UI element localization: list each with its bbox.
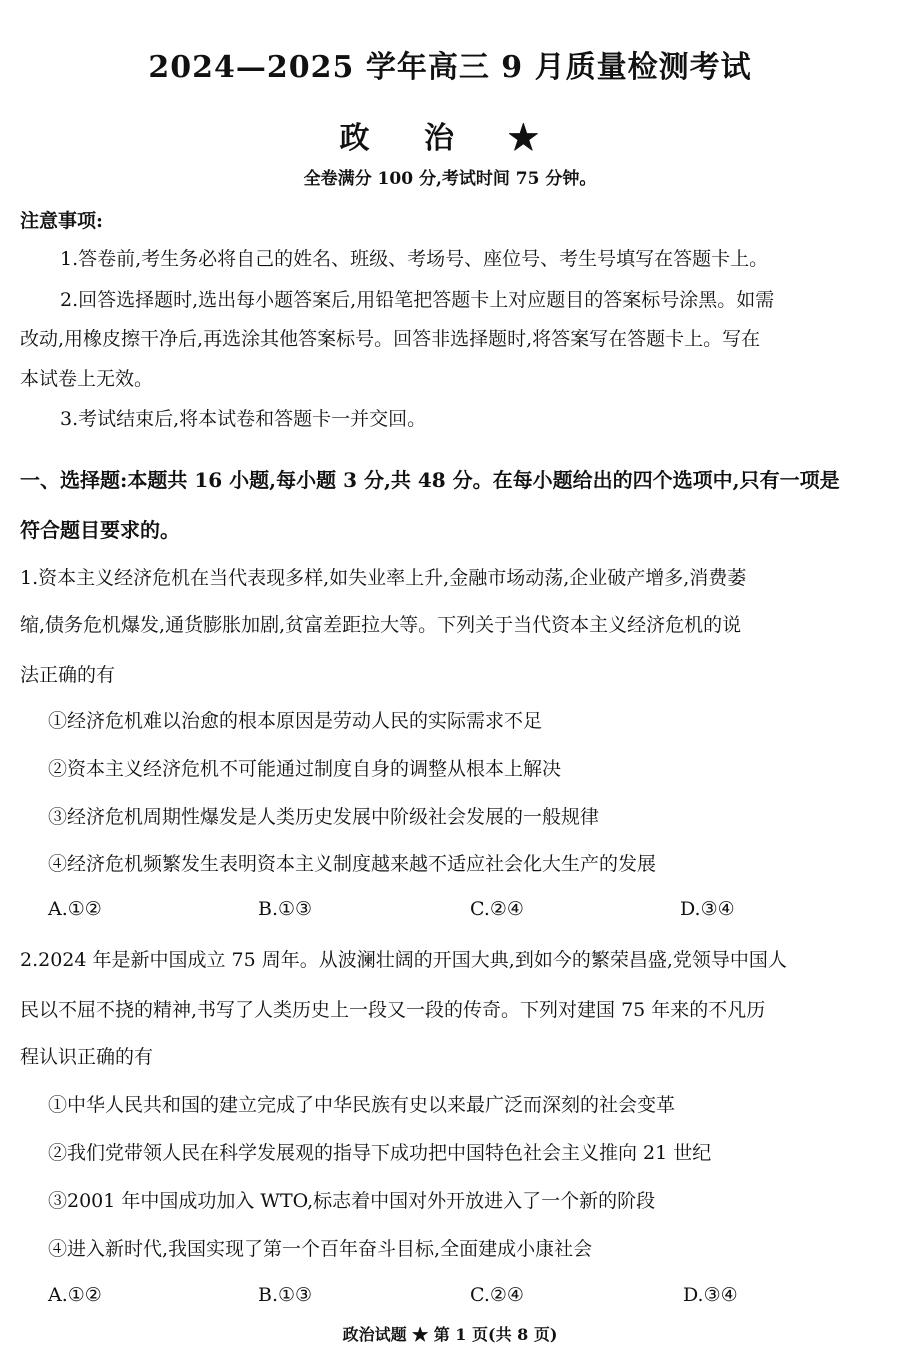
q1-statement-1: ①经济危机难以治愈的根本原因是劳动人民的实际需求不足 — [48, 710, 543, 732]
notice-heading: 注意事项: — [20, 210, 104, 232]
section-heading-line2: 符合题目要求的。 — [20, 518, 180, 542]
q2-option-d: D.③④ — [683, 1284, 738, 1306]
q2-option-a: A.①② — [48, 1284, 102, 1306]
q1-option-a: A.①② — [48, 898, 102, 920]
q1-option-b: B.①③ — [258, 898, 313, 920]
notice-item-2-line1: 2.回答选择题时,选出每小题答案后,用铅笔把答题卡上对应题目的答案标号涂黑。如需 — [60, 289, 775, 311]
q2-statement-1: ①中华人民共和国的建立完成了中华民族有史以来最广泛而深刻的社会变革 — [48, 1094, 676, 1116]
q2-option-b: B.①③ — [258, 1284, 313, 1306]
q2-stem-line2: 民以不屈不挠的精神,书写了人类历史上一段又一段的传奇。下列对建国 75 年来的不凡历 — [20, 999, 766, 1021]
q2-stem-line1: 2.2024 年是新中国成立 75 周年。从波澜壮阔的开国大典,到如今的繁荣昌盛,党领导中国人 — [20, 949, 787, 971]
notice-item-2-line3: 本试卷上无效。 — [20, 368, 154, 390]
notice-item-1: 1.答卷前,考生务必将自己的姓名、班级、考场号、座位号、考生号填写在答题卡上。 — [60, 248, 769, 270]
exam-title: 2024—2025 学年高三 9 月质量检测考试 — [148, 50, 752, 85]
page-footer: 政治试题 ★ 第 1 页(共 8 页) — [342, 1325, 558, 1344]
q1-stem-line1: 1.资本主义经济危机在当代表现多样,如失业率上升,金融市场动荡,企业破产增多,消费萎 — [20, 567, 747, 589]
q1-stem-line2: 缩,债务危机爆发,通货膨胀加剧,贫富差距拉大等。下列关于当代资本主义经济危机的说 — [20, 614, 742, 636]
q1-option-c: C.②④ — [470, 898, 524, 920]
q2-statement-2: ②我们党带领人民在科学发展观的指导下成功把中国特色社会主义推向 21 世纪 — [48, 1142, 712, 1164]
q1-statement-3: ③经济危机周期性爆发是人类历史发展中阶级社会发展的一般规律 — [48, 806, 600, 828]
notice-item-3: 3.考试结束后,将本试卷和答题卡一并交回。 — [60, 408, 427, 430]
q2-statement-4: ④进入新时代,我国实现了第一个百年奋斗目标,全面建成小康社会 — [48, 1238, 593, 1260]
q2-statement-3: ③2001 年中国成功加入 WTO,标志着中国对外开放进入了一个新的阶段 — [48, 1190, 656, 1212]
exam-info: 全卷满分 100 分,考试时间 75 分钟。 — [303, 169, 597, 189]
q1-statement-2: ②资本主义经济危机不可能通过制度自身的调整从根本上解决 — [48, 758, 562, 780]
section-heading-line1: 一、选择题:本题共 16 小题,每小题 3 分,共 48 分。在每小题给出的四个选项中,只有一项是 — [20, 468, 840, 492]
subject-title: 政 治 ★ — [339, 121, 561, 156]
q2-option-c: C.②④ — [470, 1284, 524, 1306]
q1-option-d: D.③④ — [680, 898, 735, 920]
notice-item-2-line2: 改动,用橡皮擦干净后,再选涂其他答案标号。回答非选择题时,将答案写在答题卡上。写在 — [20, 328, 761, 350]
q1-stem-line3: 法正确的有 — [20, 664, 116, 686]
q1-statement-4: ④经济危机频繁发生表明资本主义制度越来越不适应社会化大生产的发展 — [48, 853, 657, 875]
q2-stem-line3: 程认识正确的有 — [20, 1046, 154, 1068]
